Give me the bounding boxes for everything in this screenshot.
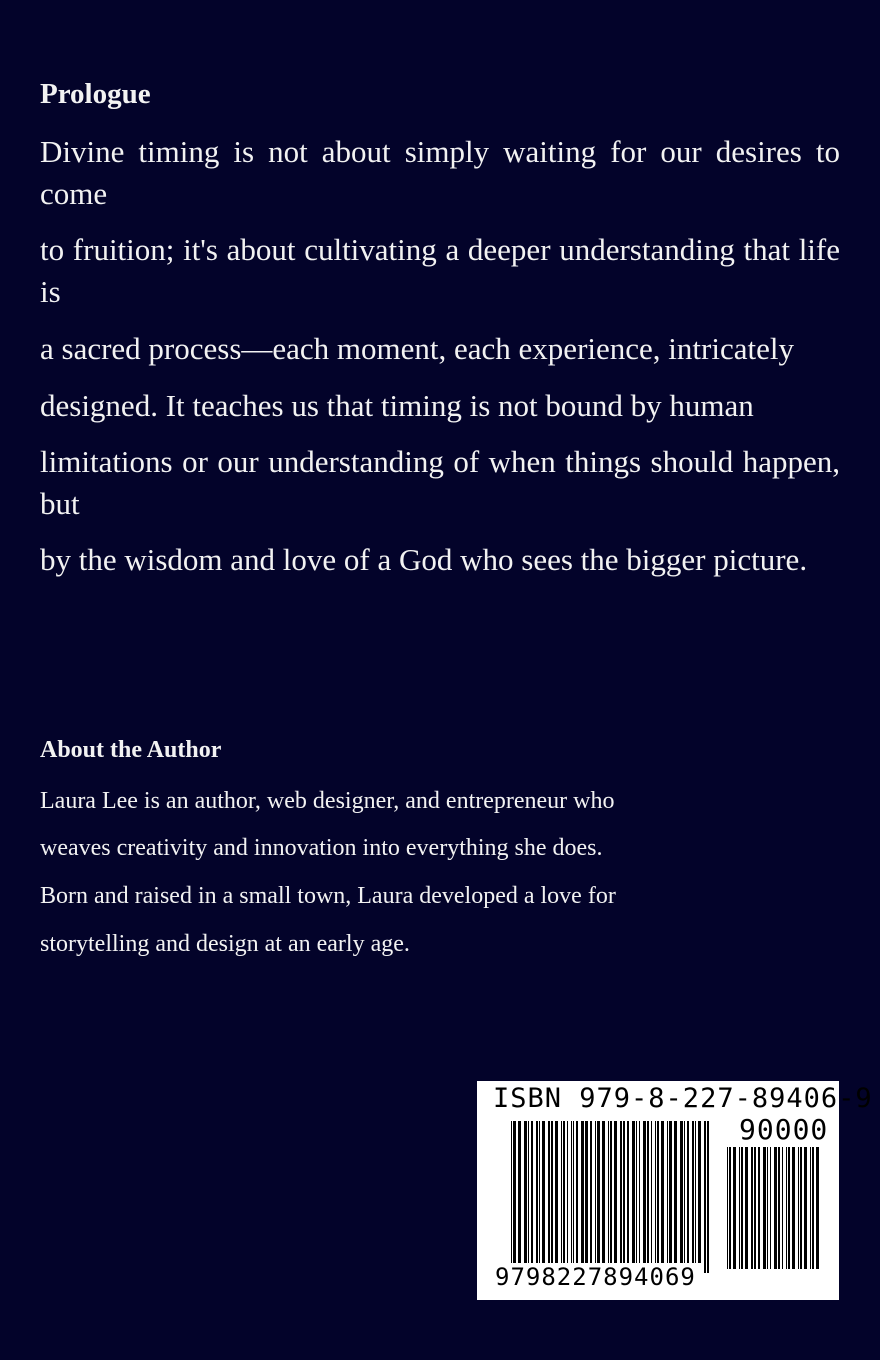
barcode-bar xyxy=(536,1121,538,1263)
about-author-line: Born and raised in a small town, Laura developed a love for xyxy=(40,883,616,909)
barcode-bar xyxy=(704,1121,706,1273)
barcode-bar xyxy=(669,1121,672,1263)
barcode-bar xyxy=(758,1147,760,1269)
about-author-line: storytelling and design at an early age. xyxy=(40,931,410,957)
barcode-bar xyxy=(816,1147,819,1269)
barcode-bar xyxy=(661,1121,664,1263)
barcode-bar xyxy=(647,1121,649,1263)
barcode-bar xyxy=(585,1121,588,1263)
barcode-bar xyxy=(636,1121,637,1263)
barcode-bar xyxy=(548,1121,550,1263)
barcode-bar xyxy=(518,1121,521,1273)
barcode-bar xyxy=(511,1121,512,1273)
barcode-bar xyxy=(555,1121,558,1263)
about-author-heading: About the Author xyxy=(40,737,222,763)
barcode-bar xyxy=(739,1147,740,1269)
barcode-bar xyxy=(639,1121,640,1263)
barcode-bar xyxy=(627,1121,629,1263)
barcode-bar xyxy=(733,1147,736,1269)
barcode-bar xyxy=(595,1121,596,1263)
barcode-bar xyxy=(602,1121,605,1263)
barcode-bar xyxy=(608,1121,609,1273)
barcode-bar xyxy=(741,1147,743,1269)
barcode-bar xyxy=(767,1147,768,1269)
barcode-bar xyxy=(551,1121,553,1263)
barcode-bar xyxy=(800,1147,802,1269)
prologue-heading: Prologue xyxy=(40,78,151,110)
barcode-bar xyxy=(651,1121,652,1263)
barcode-bar xyxy=(687,1121,689,1263)
isbn-label: ISBN 979-8-227-89406-9 xyxy=(493,1083,873,1114)
prologue-line: a sacred process—each moment, each experience, intricately xyxy=(40,331,794,366)
barcode-bar xyxy=(798,1147,799,1269)
barcode-bar xyxy=(531,1121,533,1263)
barcode-bar xyxy=(770,1147,771,1269)
barcode-bar xyxy=(745,1147,748,1269)
barcode-bar xyxy=(695,1121,696,1263)
prologue-line: to fruition; it's about cultivating a deeper understanding that life is xyxy=(40,232,840,309)
barcode-bar xyxy=(692,1121,694,1263)
barcode-bar xyxy=(763,1147,766,1269)
barcode-bar xyxy=(657,1121,659,1263)
prologue-line: by the wisdom and love of a God who sees the bigger picture. xyxy=(40,542,808,577)
barcode-bar xyxy=(590,1121,592,1263)
barcode-bar xyxy=(810,1147,811,1269)
prologue-line: designed. It teaches us that timing is not bound by human xyxy=(40,388,754,423)
barcode-bar xyxy=(573,1121,574,1263)
barcode-bar xyxy=(751,1147,753,1269)
barcode-bar xyxy=(542,1121,545,1263)
barcode-bar xyxy=(513,1121,516,1273)
barcode-bar xyxy=(539,1121,540,1263)
barcode-bar xyxy=(727,1147,728,1269)
barcode-bar xyxy=(778,1147,780,1269)
barcode-bar xyxy=(524,1121,527,1263)
prologue-line: limitations or our understanding of when things should happen, but xyxy=(40,444,840,521)
price-code: 90000 xyxy=(739,1113,829,1146)
barcode-bar xyxy=(610,1121,612,1273)
barcode-bar xyxy=(667,1121,668,1263)
barcode-bar xyxy=(707,1121,709,1273)
prologue-line: Divine timing is not about simply waiting for our desires to come xyxy=(40,134,840,211)
barcode-bar xyxy=(597,1121,600,1263)
barcode-bar xyxy=(655,1121,656,1263)
barcode-bar xyxy=(567,1121,568,1263)
barcode-bar xyxy=(576,1121,578,1263)
barcode-bar xyxy=(571,1121,572,1263)
barcode-bar xyxy=(581,1121,584,1263)
barcode-bar xyxy=(804,1147,807,1269)
barcode-bar xyxy=(528,1121,529,1263)
barcode-bar xyxy=(620,1121,622,1263)
barcode-bar xyxy=(614,1121,617,1273)
barcode-bar xyxy=(561,1121,562,1263)
barcode-bar xyxy=(729,1147,731,1269)
barcode-bar xyxy=(643,1121,646,1263)
barcode-bar xyxy=(788,1147,790,1269)
barcode-bar xyxy=(786,1147,787,1269)
barcode-bar xyxy=(632,1121,635,1263)
barcode-bar xyxy=(774,1147,777,1269)
barcode-bars xyxy=(511,1121,711,1273)
barcode-bar xyxy=(698,1121,701,1263)
barcode-bar xyxy=(782,1147,783,1269)
about-author-line: weaves creativity and innovation into everything she does. xyxy=(40,835,603,861)
barcode-bar xyxy=(563,1121,565,1263)
addon-barcode-bars xyxy=(727,1147,823,1269)
isbn-barcode xyxy=(477,1081,873,1300)
barcode-bar xyxy=(623,1121,625,1263)
barcode-bar xyxy=(680,1121,683,1263)
barcode-digits: 9798227894069 xyxy=(495,1263,696,1291)
barcode-bar xyxy=(792,1147,795,1269)
barcode-bar xyxy=(674,1121,677,1263)
barcode-bar xyxy=(684,1121,685,1263)
about-author-line: Laura Lee is an author, web designer, and entrepreneur who xyxy=(40,788,615,814)
barcode-bar xyxy=(812,1147,814,1269)
barcode-bar xyxy=(754,1147,756,1269)
